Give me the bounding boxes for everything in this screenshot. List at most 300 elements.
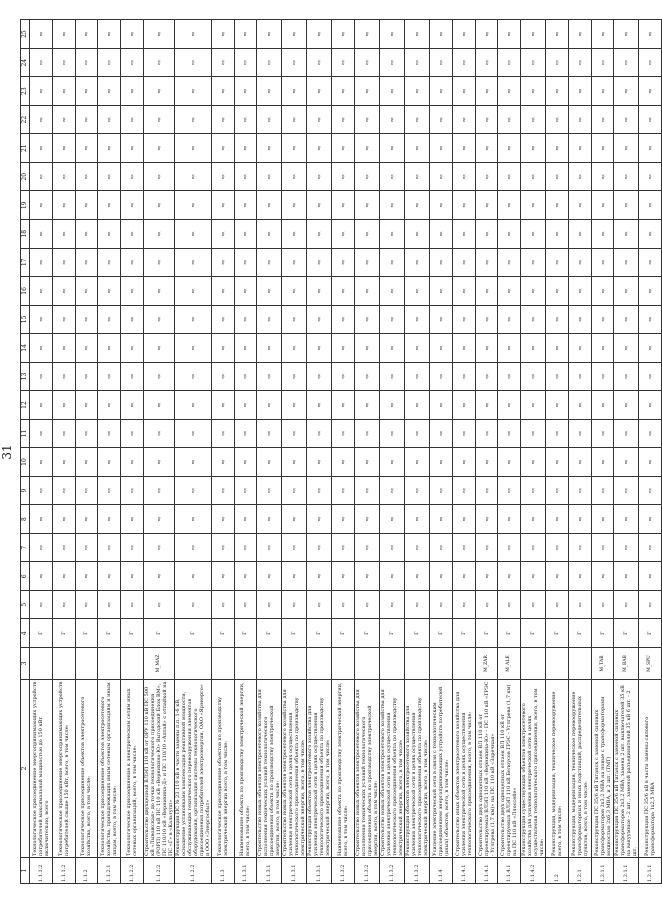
value-cell: нд xyxy=(52,590,75,619)
value-cell: нд xyxy=(234,448,257,477)
value-cell: нд xyxy=(355,362,380,391)
row-code: 1.1.3.2 xyxy=(405,858,430,884)
value-cell: нд xyxy=(332,562,355,591)
value-cell: нд xyxy=(591,562,614,591)
value-cell: нд xyxy=(143,419,174,448)
value-cell: нд xyxy=(475,590,498,619)
value-cell: нд xyxy=(614,48,639,77)
row-unit: Г xyxy=(211,619,234,648)
value-cell: нд xyxy=(257,191,282,220)
value-cell: нд xyxy=(614,448,639,477)
value-cell: нд xyxy=(521,391,546,420)
value-cell: нд xyxy=(355,305,380,334)
row-unit: Г xyxy=(452,619,475,648)
value-cell: нд xyxy=(143,191,174,220)
row-unit: Г xyxy=(639,619,662,648)
value-cell: нд xyxy=(282,362,307,391)
value-cell: нд xyxy=(546,191,569,220)
table-row xyxy=(405,20,430,884)
value-cell: нд xyxy=(143,505,174,534)
table-row xyxy=(75,20,98,884)
value-cell: нд xyxy=(52,48,75,77)
value-cell: нд xyxy=(211,305,234,334)
row-name: Реконструкция, модернизация, техническое перевооружение всего, в том числе: xyxy=(546,680,569,858)
value-cell: нд xyxy=(307,476,332,505)
value-cell: нд xyxy=(568,162,591,191)
row-name: Технологическое присоединение объектов электросетевого хозяйства, принадлежащих иным сетевым организациям и иным лицам, всего, в том числе: xyxy=(98,680,121,858)
value-cell: нд xyxy=(98,134,121,163)
value-cell: нд xyxy=(405,20,430,49)
value-cell: нд xyxy=(568,590,591,619)
header-cell: 16 xyxy=(21,277,30,306)
value-cell: нд xyxy=(121,476,144,505)
header-cell: 6 xyxy=(21,562,30,591)
value-cell: нд xyxy=(75,476,98,505)
value-cell: нд xyxy=(174,48,211,77)
value-cell: нд xyxy=(30,334,53,363)
value-cell: нд xyxy=(405,220,430,249)
value-cell: нд xyxy=(121,419,144,448)
value-cell: нд xyxy=(174,562,211,591)
value-cell: нд xyxy=(121,248,144,277)
header-cell: 15 xyxy=(21,305,30,334)
value-cell: нд xyxy=(174,476,211,505)
value-cell: нд xyxy=(614,20,639,49)
value-cell: нд xyxy=(30,562,53,591)
value-cell: нд xyxy=(257,77,282,106)
value-cell: нд xyxy=(234,334,257,363)
value-cell: нд xyxy=(639,334,662,363)
value-cell: нд xyxy=(30,391,53,420)
value-cell: нд xyxy=(98,248,121,277)
value-cell: нд xyxy=(307,590,332,619)
value-cell: нд xyxy=(639,305,662,334)
value-cell: нд xyxy=(591,162,614,191)
value-cell: нд xyxy=(211,419,234,448)
header-cell: 11 xyxy=(21,419,30,448)
row-code: 1.1.3.2 xyxy=(332,858,355,884)
value-cell: нд xyxy=(282,533,307,562)
value-cell: нд xyxy=(614,134,639,163)
value-cell: нд xyxy=(257,533,282,562)
row-name: Реконструкция существующих объектов электросетевого хозяйства для усиления электрической сети в целях осуществления технологического присоединения, всего, в том числе: xyxy=(521,680,546,858)
row-name: Строительство новых объектов электросетевого хозяйства для исполнения технических условий технологического присоединения объекта по производству электрической энергии, всего, в том числе: xyxy=(355,680,380,858)
value-cell: нд xyxy=(121,590,144,619)
value-cell: нд xyxy=(380,134,405,163)
value-cell: нд xyxy=(355,590,380,619)
value-cell: нд xyxy=(568,105,591,134)
value-cell: нд xyxy=(211,391,234,420)
value-cell: нд xyxy=(211,334,234,363)
value-cell: нд xyxy=(430,191,453,220)
value-cell: нд xyxy=(282,305,307,334)
header-cell: 4 xyxy=(21,619,30,648)
row-code: 1.1.3.1 xyxy=(282,858,307,884)
row-id xyxy=(257,648,282,680)
value-cell: нд xyxy=(452,391,475,420)
row-name: Строительство новых объектов электросетевого хозяйства для усиления электрической сети в целях осуществления технологического присоединения объекта по производству электрической энергии, всего, в том числе: xyxy=(282,680,307,858)
value-cell: нд xyxy=(211,248,234,277)
value-cell: нд xyxy=(639,533,662,562)
row-id xyxy=(98,648,121,680)
value-cell: нд xyxy=(498,248,521,277)
row-name: Реконструкция объектов электросетевого хозяйства для усиления электрической сети в целях осуществления технологического присоединения объекта по производству электрической энергии, всего, в том числе: xyxy=(307,680,332,858)
value-cell: нд xyxy=(380,562,405,591)
row-id xyxy=(568,648,591,680)
value-cell: нд xyxy=(452,505,475,534)
value-cell: нд xyxy=(452,134,475,163)
value-cell: нд xyxy=(591,305,614,334)
value-cell: нд xyxy=(143,105,174,134)
row-code: 1.1.2 xyxy=(75,858,98,884)
value-cell: нд xyxy=(257,248,282,277)
value-cell: нд xyxy=(75,419,98,448)
value-cell: нд xyxy=(121,77,144,106)
value-cell: нд xyxy=(430,305,453,334)
value-cell: нд xyxy=(234,505,257,534)
value-cell: нд xyxy=(30,277,53,306)
value-cell: нд xyxy=(307,391,332,420)
value-cell: нд xyxy=(211,533,234,562)
value-cell: нд xyxy=(591,105,614,134)
row-code: 1.2.1 xyxy=(568,858,591,884)
value-cell: нд xyxy=(307,162,332,191)
value-cell: нд xyxy=(174,77,211,106)
value-cell: нд xyxy=(52,77,75,106)
header-cell: 14 xyxy=(21,334,30,363)
value-cell: нд xyxy=(307,505,332,534)
row-name: Технологическое присоединение объектов по производству электрической энергии всего, в том числе: xyxy=(211,680,234,858)
value-cell: нд xyxy=(98,590,121,619)
table-row xyxy=(211,20,234,884)
value-cell: нд xyxy=(121,134,144,163)
value-cell: нд xyxy=(143,134,174,163)
value-cell: нд xyxy=(475,448,498,477)
row-id xyxy=(234,648,257,680)
value-cell: нд xyxy=(452,48,475,77)
value-cell: нд xyxy=(639,505,662,534)
value-cell: нд xyxy=(30,505,53,534)
value-cell: нд xyxy=(521,191,546,220)
row-id xyxy=(430,648,453,680)
value-cell: нд xyxy=(234,590,257,619)
value-cell: нд xyxy=(639,48,662,77)
row-id xyxy=(521,648,546,680)
value-cell: нд xyxy=(614,248,639,277)
value-cell: нд xyxy=(30,220,53,249)
value-cell: нд xyxy=(614,305,639,334)
value-cell: нд xyxy=(174,248,211,277)
row-id xyxy=(452,648,475,680)
value-cell: нд xyxy=(75,277,98,306)
table-row xyxy=(614,20,639,884)
value-cell: нд xyxy=(98,48,121,77)
row-name: Реконструкция объектов электросетевого хозяйства для усиления электрической сети в целях осуществления технологического присоединения объекта по производству электрической энергии, всего, в том числе: xyxy=(405,680,430,858)
row-name: Технологическое присоединение энергопринимающих устройств потребителей максимальной мощностью до 150 кВт включительно, всего xyxy=(30,680,53,858)
value-cell: нд xyxy=(98,305,121,334)
value-cell: нд xyxy=(143,77,174,106)
value-cell: нд xyxy=(405,476,430,505)
value-cell: нд xyxy=(498,590,521,619)
value-cell: нд xyxy=(521,277,546,306)
value-cell: нд xyxy=(380,505,405,534)
value-cell: нд xyxy=(430,277,453,306)
value-cell: нд xyxy=(380,305,405,334)
value-cell: нд xyxy=(75,448,98,477)
value-cell: нд xyxy=(591,448,614,477)
value-cell: нд xyxy=(211,476,234,505)
table-row xyxy=(546,20,569,884)
value-cell: нд xyxy=(452,419,475,448)
row-unit: Г xyxy=(521,619,546,648)
value-cell: нд xyxy=(355,134,380,163)
row-name: Наименование объекта по производству электрической энергии, всего, в том числе: xyxy=(234,680,257,858)
value-cell: нд xyxy=(234,391,257,420)
value-cell: нд xyxy=(568,77,591,106)
header-cell: 13 xyxy=(21,362,30,391)
row-code: 1.1.4.1 xyxy=(498,858,521,884)
value-cell: нд xyxy=(380,391,405,420)
value-cell: нд xyxy=(98,391,121,420)
value-cell: нд xyxy=(332,391,355,420)
value-cell: нд xyxy=(405,391,430,420)
value-cell: нд xyxy=(75,505,98,534)
value-cell: нд xyxy=(521,476,546,505)
value-cell: нд xyxy=(546,248,569,277)
value-cell: нд xyxy=(332,305,355,334)
row-id xyxy=(307,648,332,680)
value-cell: нд xyxy=(475,334,498,363)
header-cell: 9 xyxy=(21,476,30,505)
value-cell: нд xyxy=(355,191,380,220)
value-cell: нд xyxy=(332,334,355,363)
row-code: 1.1.3.1 xyxy=(307,858,332,884)
value-cell: нд xyxy=(546,277,569,306)
value-cell: нд xyxy=(75,162,98,191)
header-cell: 3 xyxy=(21,648,30,680)
value-cell: нд xyxy=(405,305,430,334)
value-cell: нд xyxy=(30,476,53,505)
value-cell: нд xyxy=(174,505,211,534)
value-cell: нд xyxy=(121,562,144,591)
value-cell: нд xyxy=(355,562,380,591)
value-cell: нд xyxy=(98,505,121,534)
value-cell: нд xyxy=(614,191,639,220)
row-code: 1.1.4 xyxy=(430,858,453,884)
value-cell: нд xyxy=(52,562,75,591)
value-cell: нд xyxy=(546,391,569,420)
value-cell: нд xyxy=(307,362,332,391)
value-cell: нд xyxy=(307,105,332,134)
row-id xyxy=(121,648,144,680)
value-cell: нд xyxy=(121,391,144,420)
value-cell: нд xyxy=(355,391,380,420)
value-cell: нд xyxy=(143,220,174,249)
value-cell: нд xyxy=(121,505,144,534)
value-cell: нд xyxy=(521,562,546,591)
row-code: 1.1.3.1 xyxy=(234,858,257,884)
value-cell: нд xyxy=(282,191,307,220)
value-cell: нд xyxy=(52,305,75,334)
header-cell: 18 xyxy=(21,220,30,249)
value-cell: нд xyxy=(591,191,614,220)
value-cell: нд xyxy=(639,220,662,249)
value-cell: нд xyxy=(282,162,307,191)
value-cell: нд xyxy=(405,162,430,191)
value-cell: нд xyxy=(98,419,121,448)
row-name: Строительство новых объектов электросетевого хозяйства для усиления электрической сети в целях осуществления технологического присоединения объекта по производству электрической энергии, всего, в том числе: xyxy=(380,680,405,858)
row-id xyxy=(174,648,211,680)
value-cell: нд xyxy=(405,277,430,306)
value-cell: нд xyxy=(257,419,282,448)
value-cell: нд xyxy=(30,20,53,49)
value-cell: нд xyxy=(452,77,475,106)
value-cell: нд xyxy=(498,162,521,191)
value-cell: нд xyxy=(591,533,614,562)
value-cell: нд xyxy=(614,562,639,591)
value-cell: нд xyxy=(75,77,98,106)
value-cell: нд xyxy=(614,77,639,106)
value-cell: нд xyxy=(98,162,121,191)
row-code: 1.1.3.1 xyxy=(257,858,282,884)
value-cell: нд xyxy=(430,419,453,448)
value-cell: нд xyxy=(143,476,174,505)
value-cell: нд xyxy=(380,448,405,477)
row-unit: Г xyxy=(430,619,453,648)
row-id xyxy=(332,648,355,680)
value-cell: нд xyxy=(355,20,380,49)
value-cell: нд xyxy=(591,220,614,249)
value-cell: нд xyxy=(174,105,211,134)
header-cell: 19 xyxy=(21,191,30,220)
value-cell: нд xyxy=(30,590,53,619)
table-row xyxy=(568,20,591,884)
value-cell: нд xyxy=(452,562,475,591)
table-row xyxy=(355,20,380,884)
value-cell: нд xyxy=(380,220,405,249)
row-id xyxy=(380,648,405,680)
value-cell: нд xyxy=(143,362,174,391)
value-cell: нд xyxy=(380,77,405,106)
value-cell: нд xyxy=(521,105,546,134)
value-cell: нд xyxy=(52,362,75,391)
value-cell: нд xyxy=(121,20,144,49)
value-cell: нд xyxy=(568,20,591,49)
row-code: 1.2 xyxy=(546,858,569,884)
value-cell: нд xyxy=(498,220,521,249)
value-cell: нд xyxy=(355,448,380,477)
value-cell: нд xyxy=(257,334,282,363)
value-cell: нд xyxy=(307,334,332,363)
value-cell: нд xyxy=(614,590,639,619)
row-code: 1.1.3.2 xyxy=(355,858,380,884)
value-cell: нд xyxy=(355,77,380,106)
value-cell: нд xyxy=(174,220,211,249)
value-cell: нд xyxy=(257,105,282,134)
value-cell: нд xyxy=(475,48,498,77)
value-cell: нд xyxy=(405,590,430,619)
value-cell: нд xyxy=(211,48,234,77)
value-cell: нд xyxy=(121,48,144,77)
value-cell: нд xyxy=(332,590,355,619)
value-cell: нд xyxy=(639,20,662,49)
row-unit: Г xyxy=(591,619,614,648)
value-cell: нд xyxy=(211,448,234,477)
value-cell: нд xyxy=(143,562,174,591)
value-cell: нд xyxy=(452,220,475,249)
value-cell: нд xyxy=(546,105,569,134)
header-cell: 2 xyxy=(21,680,30,858)
value-cell: нд xyxy=(332,277,355,306)
value-cell: нд xyxy=(546,220,569,249)
value-cell: нд xyxy=(452,533,475,562)
value-cell: нд xyxy=(430,105,453,134)
value-cell: нд xyxy=(380,533,405,562)
value-cell: нд xyxy=(498,48,521,77)
row-id xyxy=(282,648,307,680)
value-cell: нд xyxy=(380,20,405,49)
row-code: 1.1.4.1 xyxy=(452,858,475,884)
row-id xyxy=(405,648,430,680)
value-cell: нд xyxy=(211,277,234,306)
value-cell: нд xyxy=(98,191,121,220)
row-name: Строительство двухцепной ВЛЭП 110 кВ от ОРУ 110 кВ ПС 500 кВ «Лывожская» до точки технологического присоединения (РОРП) 110 кВ ПС 110 кВ «Вернихина-Ю» Выгодский Блок ВМ», ПС 110/10 кВ «Вернихина-Д» и ПС 110/10 «Алтай» с отпайкой на ПС «Г» в «Кальтупп» xyxy=(143,681,174,856)
value-cell: нд xyxy=(521,590,546,619)
value-cell: нд xyxy=(568,248,591,277)
table-row xyxy=(475,20,498,884)
value-cell: нд xyxy=(30,362,53,391)
value-cell: нд xyxy=(614,334,639,363)
value-cell: нд xyxy=(380,48,405,77)
value-cell: нд xyxy=(332,220,355,249)
value-cell: нд xyxy=(405,77,430,106)
value-cell: нд xyxy=(211,162,234,191)
value-cell: нд xyxy=(430,77,453,106)
value-cell: нд xyxy=(332,505,355,534)
value-cell: нд xyxy=(521,305,546,334)
header-cell: 8 xyxy=(21,505,30,534)
value-cell: нд xyxy=(257,162,282,191)
value-cell: нд xyxy=(174,20,211,49)
value-cell: нд xyxy=(546,505,569,534)
value-cell: нд xyxy=(257,20,282,49)
table-row xyxy=(639,20,662,884)
value-cell: нд xyxy=(591,505,614,534)
value-cell: нд xyxy=(143,391,174,420)
value-cell: нд xyxy=(639,562,662,591)
table-row xyxy=(143,20,174,884)
value-cell: нд xyxy=(332,20,355,49)
value-cell: нд xyxy=(234,48,257,77)
value-cell: нд xyxy=(307,134,332,163)
value-cell: нд xyxy=(98,533,121,562)
value-cell: нд xyxy=(498,362,521,391)
value-cell: нд xyxy=(30,248,53,277)
value-cell: нд xyxy=(282,48,307,77)
value-cell: нд xyxy=(452,305,475,334)
value-cell: нд xyxy=(498,419,521,448)
value-cell: нд xyxy=(30,191,53,220)
value-cell: нд xyxy=(475,134,498,163)
value-cell: нд xyxy=(234,162,257,191)
row-id xyxy=(211,648,234,680)
value-cell: нд xyxy=(475,533,498,562)
value-cell: нд xyxy=(546,134,569,163)
value-cell: нд xyxy=(405,533,430,562)
value-cell: нд xyxy=(521,334,546,363)
row-name: Технологическое присоединение энергопринимающих устройств потребителей свыше 150 кВт, всего, в том числе: xyxy=(52,680,75,858)
row-unit: Г xyxy=(121,619,144,648)
